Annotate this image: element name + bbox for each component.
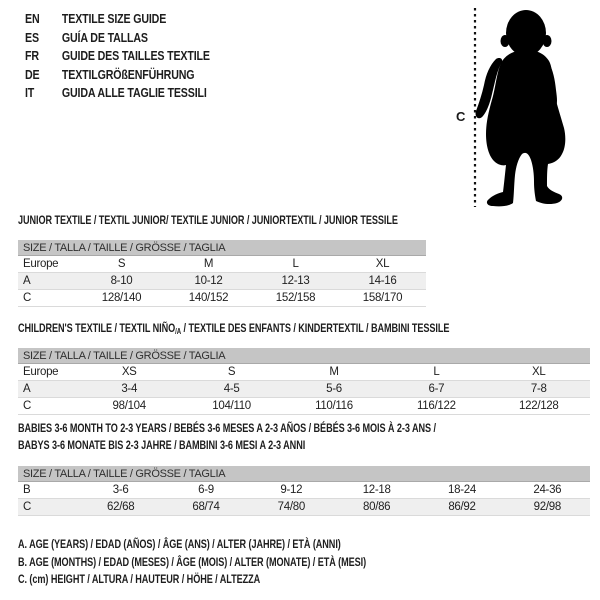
language-row [25, 47, 210, 66]
section-babies [18, 420, 590, 516]
section-title-line [18, 320, 453, 341]
table-row [18, 398, 590, 415]
cell: 6-9 [163, 482, 248, 499]
cell: 12-13 [252, 273, 339, 290]
footnote-line: B. AGE (MONTHS) / EDAD (MESES) / ÂGE (MOIS) / ALTER (MONATE) / ETÀ (MESI) [18, 554, 367, 569]
section-junior [18, 212, 426, 307]
cell: 4-5 [180, 381, 282, 398]
cell: 80/86 [334, 499, 419, 516]
cell: L [252, 256, 339, 273]
language-row [25, 66, 210, 85]
cell: 128/140 [78, 290, 165, 307]
section-children [18, 320, 590, 415]
row-label: C [18, 499, 78, 516]
title-text: /A [175, 327, 182, 336]
language-code: DE [25, 66, 40, 82]
size-header: SIZE / TALLA / TAILLE / GRÖSSE / TAGLIA [18, 466, 590, 482]
size-table [18, 466, 590, 516]
title-text: BABYS 3-6 MONATE BIS 2-3 JAHRE / BAMBINI 3-6 MESI A 2-3 ANNI [18, 437, 306, 452]
language-row [25, 10, 210, 29]
section-title-line [18, 420, 453, 437]
cell: 3-6 [78, 482, 163, 499]
cell: S [78, 256, 165, 273]
cell: 10-12 [165, 273, 252, 290]
cell: XS [78, 364, 180, 381]
language-code: EN [25, 11, 40, 26]
cell: 62/68 [78, 499, 163, 516]
cell: 152/158 [252, 290, 339, 307]
baby-silhouette-svg [448, 2, 598, 210]
cell: 98/104 [78, 398, 180, 415]
row-label: C [18, 398, 78, 415]
title-text: / TEXTILE DES ENFANTS / KINDERTEXTIL / BAMBINI TESSILE [181, 321, 450, 335]
cell: 8-10 [78, 273, 165, 290]
language-title: GUÍA DE TALLAS [61, 29, 148, 45]
table-row [18, 499, 590, 516]
title-text: BABIES 3-6 MONTH TO 2-3 YEARS / BEBÉS 3-6 MESES A 2-3 AÑOS / BÉBÉS 3-6 MOIS À 2-3 ANS / [18, 421, 436, 435]
height-label: C [456, 109, 466, 124]
section-title [18, 420, 453, 466]
baby-silhouette [476, 10, 566, 206]
table-row [18, 482, 590, 499]
table-row [18, 273, 426, 290]
language-title: GUIDA ALLE TAGLIE TESSILI [61, 85, 207, 100]
row-label: A [18, 273, 78, 290]
size-header: SIZE / TALLA / TAILLE / GRÖSSE / TAGLIA [18, 348, 590, 364]
cell: XL [488, 364, 590, 381]
table-row [18, 290, 426, 307]
size-header: SIZE / TALLA / TAILLE / GRÖSSE / TAGLIA [18, 240, 426, 256]
row-label: C [18, 290, 78, 307]
language-list [25, 10, 250, 103]
row-label: B [18, 482, 78, 499]
cell: 12-18 [334, 482, 419, 499]
section-title [18, 212, 398, 240]
cell: 68/74 [163, 499, 248, 516]
language-title: GUIDE DES TAILLES TEXTILE [61, 48, 210, 63]
cell: 92/98 [505, 499, 590, 516]
size-figure [448, 2, 598, 210]
cell: 3-4 [78, 381, 180, 398]
cell: 6-7 [385, 381, 487, 398]
language-title: TEXTILE SIZE GUIDE [61, 11, 167, 26]
cell: L [385, 364, 487, 381]
table-row [18, 256, 426, 273]
section-title-line [18, 212, 398, 229]
footnote-line: A. AGE (YEARS) / EDAD (AÑOS) / ÂGE (ANS) / ALTER (JAHRE) / ETÀ (ANNI) [18, 537, 341, 551]
cell: 74/80 [249, 499, 334, 516]
section-title-line [18, 437, 453, 454]
language-code: IT [25, 85, 35, 100]
footnote-line: C. (cm) HEIGHT / ALTURA / HAUTEUR / HÖHE / ALTEZZA [18, 572, 261, 586]
table-row [18, 381, 590, 398]
cell: 122/128 [488, 398, 590, 415]
title-text: JUNIOR TEXTILE / TEXTIL JUNIOR/ TEXTILE JUNIOR / JUNIORTEXTIL / JUNIOR TESSILE [18, 213, 398, 227]
language-row [25, 84, 210, 103]
cell: 24-36 [505, 482, 590, 499]
cell: M [165, 256, 252, 273]
cell: XL [339, 256, 426, 273]
cell: 104/110 [180, 398, 282, 415]
cell: 5-6 [283, 381, 385, 398]
size-table [18, 348, 590, 415]
row-label: Europe [18, 364, 78, 381]
cell: 18-24 [419, 482, 504, 499]
language-row [25, 29, 210, 48]
cell: 14-16 [339, 273, 426, 290]
language-code: FR [25, 48, 39, 63]
title-text: CHILDREN'S TEXTILE / TEXTIL NIÑO [18, 321, 176, 335]
cell: 110/116 [283, 398, 385, 415]
cell: 116/122 [385, 398, 487, 415]
table-row [18, 364, 590, 381]
section-title [18, 320, 453, 348]
cell: S [180, 364, 282, 381]
cell: 86/92 [419, 499, 504, 516]
row-label: A [18, 381, 78, 398]
footnotes [18, 536, 366, 589]
cell: M [283, 364, 385, 381]
row-label: Europe [18, 256, 78, 273]
cell: 7-8 [488, 381, 590, 398]
cell: 9-12 [249, 482, 334, 499]
cell: 140/152 [165, 290, 252, 307]
cell: 158/170 [339, 290, 426, 307]
language-title: TEXTILGRÖßENFÜHRUNG [61, 66, 195, 82]
language-code: ES [25, 29, 39, 45]
size-table [18, 240, 426, 307]
